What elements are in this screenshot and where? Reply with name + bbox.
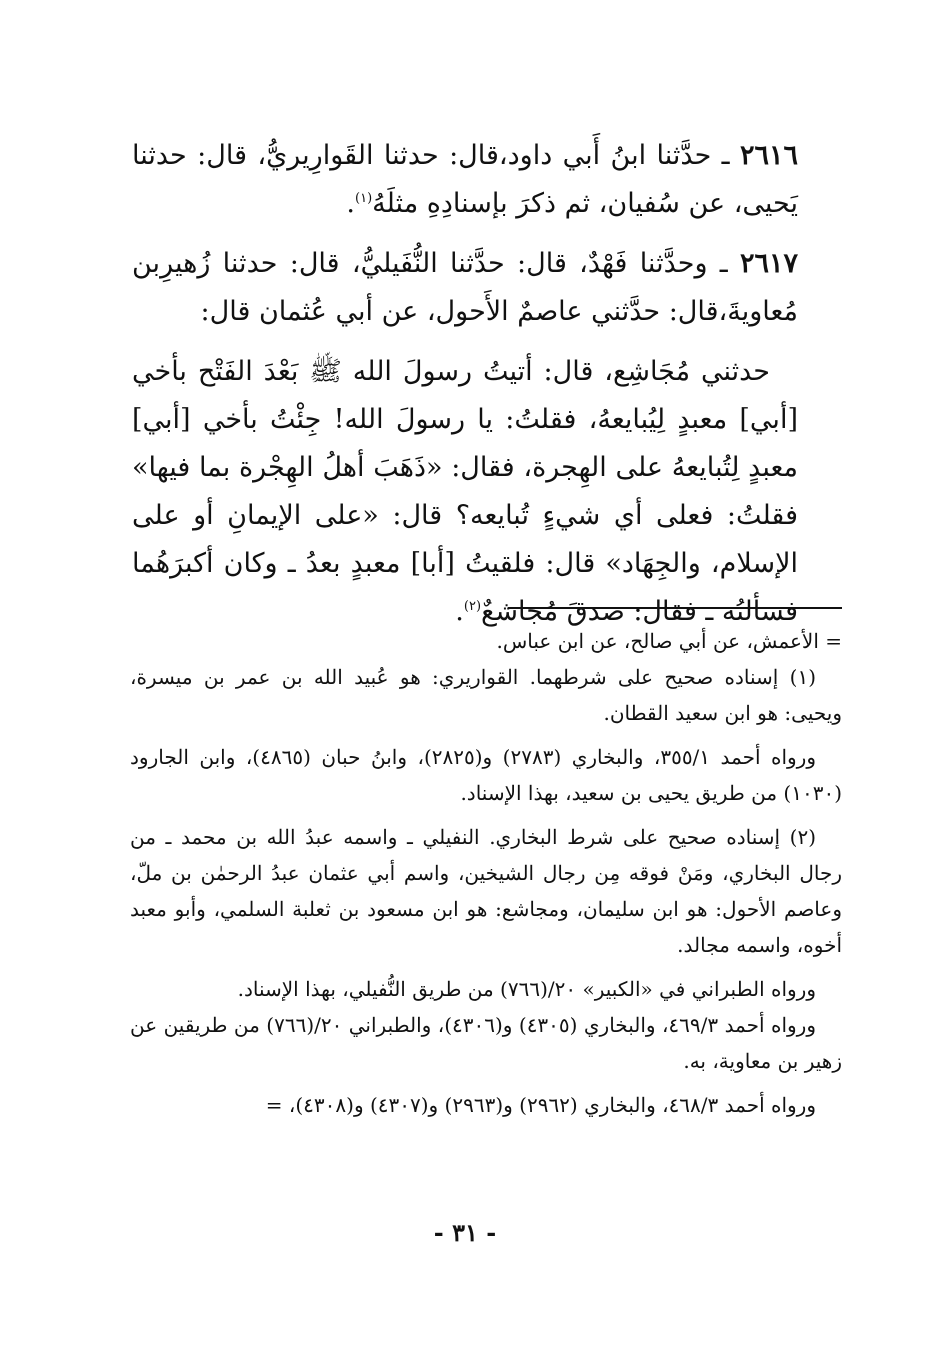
footnote-1-grading: (١) إسناده صحيح على شرطهما. القواريري: هو عُبيد الله بن عمر بن ميسرة، ويحيى: هو ابن سعيد القطان. — [130, 665, 842, 725]
hadith-2617-matn — [132, 348, 798, 636]
sentence-end: . — [346, 188, 355, 219]
sentence-end: . — [455, 596, 464, 627]
hadith-number: ٢٦١٧ — [739, 248, 798, 279]
hadith-2616 — [132, 132, 798, 228]
footnotes — [130, 623, 842, 1123]
page-number: - ٣١ - — [433, 1218, 497, 1247]
hadith-text: ـ حدَّثنا ابنُ أَبي داود،قال: حدثنا القَوارِيريُّ، قال: حدثنا يَحيى، عن سُفيان، ثم ذكرَ بإسنادِهِ مثلَهُ — [132, 140, 798, 219]
footnote-2-grading: (٢) إسناده صحيح على شرط البخاري. النفيلي ـ واسمه عبدُ الله بن محمد ـ من رجال البخاري، ومَنْ فوقه مِن رجال الشيخين، واسم أبي عثمان عبدُ الرحمٰن بن ملّ، وعاصم الأحول: هو ابن سليمان، ومجاشع: هو ابن مسعود بن ثعلبة السلمي، وأبو معبد أخوه، واسمه مجالد. — [130, 825, 842, 957]
footnote-1-sources: ورواه أحمد ٣٥٥/١، والبخاري (٢٧٨٣) و(٢٨٢٥)، وابنُ حبان (٤٨٦٥)، وابن الجارود (١٠٣٠) من طريق يحيى بن سعيد، بهذا الإسناد. — [130, 745, 842, 805]
hadith-number: ٢٦١٦ — [739, 140, 798, 171]
hadith-2617-isnad — [132, 240, 798, 336]
hadith-text: ـ وحدَّثنا فَهْدٌ، قال: حدَّثنا النُّفَيليُّ، قال: حدثنا زُهيرِبن مُعاويةَ،قال: حدَّثني عاصمٌ الأَحول، عن أبي عُثمان قال: — [132, 248, 798, 327]
footnote-2-source-bukhari: ورواه أحمد ٤٦٨/٣، والبخاري (٢٩٦٢) و(٢٩٦٣) و(٤٣٠٧) و(٤٣٠٨)، = — [265, 1093, 816, 1117]
footnote-separator — [508, 607, 842, 609]
footnote-2-source-ahmad: ورواه أحمد ٤٦٩/٣، والبخاري (٤٣٠٥) و(٤٣٠٦)، والطبراني ٢٠/(٧٦٦) من طريقين عن زهير بن معاوية، به. — [130, 1013, 842, 1073]
hadith-body: حدثني مُجَاشِع، قال: أتيتُ رسولَ الله ﷺ بَعْدَ الفَتْح بأخي [أبي] معبدٍ لِيُبايعهُ، فقلتُ: يا رسولَ الله! جِئْتُ بأخي [أبي] معبدٍ لِتُبايعهُ على الهِجرة، فقال: «ذَهَبَ أهلُ الهِجْرة بما فيها» فقلتُ: فعلى أي شيءٍ تُبايعه؟ قال: «على الإيمانِ أو على الإسلام، والجِهَاد» قال: فلقيتُ [أبا] معبدٍ بعدُ ـ وكان أكبرَهُما فسألتُه ـ فقال: صدقَ مُجاشعٌ — [132, 356, 798, 627]
footnote-ref: (٢) — [463, 599, 482, 614]
main-text — [132, 132, 798, 636]
footnote-2-source-tabarani: ورواه الطبراني في «الكبير» ٢٠/(٧٦٦) من طريق النُّفيلي، بهذا الإسناد. — [237, 977, 816, 1001]
footnote-ref: (١) — [355, 191, 373, 206]
footnote-continuation: = الأعمش، عن أبي صالح، عن ابن عباس. — [496, 629, 842, 653]
